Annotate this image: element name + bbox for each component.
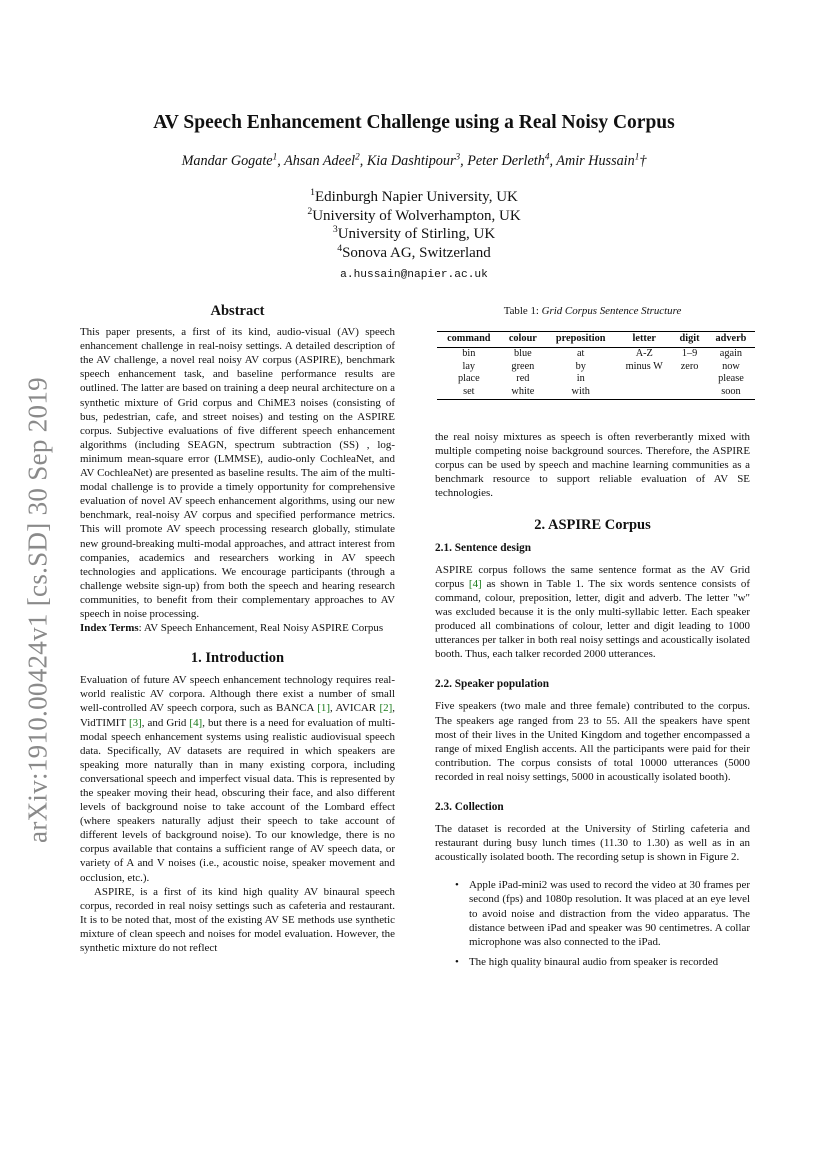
right-column: [435, 430, 750, 969]
table-cell: [672, 386, 707, 399]
table-cell: at: [576, 347, 585, 359]
table-cell: in: [576, 373, 585, 385]
affiliation-mark: 4: [337, 242, 343, 254]
author-list: [0, 153, 828, 170]
contact-email[interactable]: a.hussain@napier.ac.uk: [340, 269, 488, 281]
table-cell: again: [719, 347, 743, 359]
table-cell: red: [516, 373, 530, 385]
affiliations: [0, 188, 828, 285]
subsection-2-3-heading: 2.3. Collection: [435, 800, 504, 813]
table-row: [437, 361, 755, 374]
author-affil-mark: 1: [634, 151, 640, 162]
table-cell: with: [545, 386, 616, 399]
citation-link[interactable]: [3]: [128, 716, 142, 729]
affiliation-mark: 3: [332, 224, 338, 235]
bullet-icon: •: [455, 879, 459, 892]
table-cell: please: [718, 373, 744, 385]
index-terms-label: Index Terms: [80, 622, 139, 635]
grid-corpus-table: [437, 331, 755, 400]
table-cell: lay: [462, 360, 476, 372]
affiliation-text: Sonova AG, Switzerland: [342, 244, 491, 261]
sentence-design-paragraph: [435, 563, 750, 662]
affiliation-text: University of Stirling, UK: [337, 226, 496, 242]
citation-link[interactable]: [1]: [317, 702, 330, 715]
table-header: letter: [616, 332, 672, 348]
author-separator: ,: [277, 153, 285, 169]
abstract-text: This paper presents, a first of its kind, audio-visual (AV) speech enhancement challenge in real-noisy settings. A detailed description of the AV challenge, a novel real noisy AV corpus (ASPIRE), benchmark speech enhancement task, and baseline performance results are outlined. The latter are based on training a deep neural architecture on a synthetic mixture of Grid corpus and ChiME3 noises (consisting of bus, pedestrian, cafe, and street noises) and testing on the ASPIRE corpus. Subjective evaluations of five different speech enhancement algorithms (including SEAGN, spectrum subtraction (SS) , log-minimum mean-square error (LMMSE), audio-only CochleaNet, and AV CochleaNet) are presented as baseline results. The aim of the multi-modal challenge is to provide a timely opportunity for comprehensive evaluation of novel AV speech enhancement algorithms, using our new benchmark, real-noisy AV corpus and specified performance metrics. This will promote AV speech processing research globally, stimulate new ground-breaking multi-modal approaches, and attract interest from companies, academics and researchers working in AV speech technologies and applications. We encourage participants (through a challenge website sign-up) from both the speech and hearing research communities, to benefit from their complementary approaches to AV speech in noise processing.: [80, 326, 395, 620]
text-run: ASPIRE corpus follows the same sentence format as the AV Grid corpus: [435, 563, 750, 590]
table-row: [437, 347, 755, 360]
arxiv-sidebar-stamp: [8, 360, 68, 860]
table-caption-label: Table 1:: [503, 305, 542, 317]
index-terms-text: : AV Speech Enhancement, Real Noisy ASPIRE Corpus: [138, 622, 384, 635]
list-item-text: Apple iPad-mini2 was used to record the video at 30 frames per second (fps) and 1080p resolution. It was placed at an eye level to avoid noise and distraction from the video apparatus. The distance between iPad and speaker was 90 centimetres. A collar microphone was also connected to the iPad.: [469, 879, 750, 948]
author-affil-mark: 2: [355, 151, 360, 162]
table-header: digit: [672, 332, 707, 348]
table-cell: bin: [462, 347, 476, 359]
bullet-icon: •: [455, 955, 459, 968]
table-cell: zero: [680, 360, 699, 372]
author: Amir Hussain: [556, 153, 635, 169]
table-cell: [616, 373, 672, 386]
subsection-2-2-heading: 2.2. Speaker population: [435, 678, 550, 691]
author: Mandar Gogate: [181, 153, 273, 169]
table-cell: [672, 373, 707, 386]
abstract-heading: Abstract: [210, 303, 265, 319]
text-run: , VidTIMIT: [80, 702, 395, 729]
table-header: command: [437, 332, 501, 348]
collection-paragraph: The dataset is recorded at the University of Stirling cafeteria and restaurant during busy lunch times (11.30 to 1.30) as well as in an acoustically isolated booth. The recording setup is shown in Figure 2.: [435, 823, 750, 864]
table-cell: place: [457, 373, 480, 385]
section-2-heading: 2. ASPIRE Corpus: [534, 517, 651, 534]
author-separator: ,: [549, 153, 557, 169]
list-item-text: The high quality binaural audio from speaker is recorded: [469, 955, 719, 968]
affiliation: [0, 207, 828, 226]
list-item: [455, 878, 750, 948]
author-dagger: †: [639, 153, 647, 169]
table-cell: 1–9: [681, 347, 698, 359]
citation-link[interactable]: [2]: [379, 702, 393, 715]
table-row: [437, 386, 755, 399]
table-header: colour: [501, 332, 546, 348]
table-cell: by: [575, 360, 586, 372]
text-run: , and Grid: [141, 716, 190, 729]
affiliation-mark: 1: [310, 187, 315, 198]
affiliation-text: Edinburgh Napier University, UK: [314, 189, 518, 205]
affiliation-mark: 2: [307, 205, 313, 217]
table-cell: green: [511, 360, 535, 372]
table-cell: soon: [707, 386, 755, 399]
table-cell: white: [501, 386, 546, 399]
author-affil-mark: 3: [455, 151, 461, 162]
text-run: as shown in Table 1. The six words sentence consists of command, colour, preposition, letter, digit and adverb. The letter "w" was excluded because it is the only multi-syllabic letter. Each speaker produced all combinations of colour, letter and digit leading to 1000 utterances per talker in both real noisy settings and acoustically isolated booth. Thus, each talker recorded 2000 utterances.: [435, 577, 750, 661]
author-affil-mark: 1: [272, 151, 278, 162]
table-cell: blue: [514, 347, 532, 359]
table-cell: A-Z: [635, 347, 653, 359]
affiliation-text: University of Wolverhampton, UK: [312, 207, 521, 224]
citation-link[interactable]: [4]: [189, 716, 203, 729]
table-caption-text: Grid Corpus Sentence Structure: [541, 305, 682, 317]
text-run: , AVICAR: [329, 702, 380, 715]
continuation-paragraph: the real noisy mixtures as speech is often reverberantly mixed with multiple competing noise background sources. Therefore, the ASPIRE corpus can be used by speech and machine learning communities as a benchmark resource to support reliable evaluation of AV SE technologies.: [435, 431, 750, 500]
author: Peter Derleth: [467, 153, 545, 169]
author-separator: ,: [460, 153, 468, 169]
affiliation: [0, 244, 828, 263]
table-cell: minus W: [625, 360, 663, 372]
subsection-2-1-heading: 2.1. Sentence design: [435, 541, 532, 554]
list-item: [455, 955, 750, 969]
table-row: [437, 373, 755, 386]
table-cell: [616, 386, 672, 399]
intro-paragraph-1: [80, 673, 395, 884]
author: Kia Dashtipour: [366, 153, 456, 169]
speaker-population-paragraph: Five speakers (two male and three female) contributed to the corpus. The speakers age ranged from 23 to 55. All the speakers have spent most of their lives in the United Kingdom and together encompassed a range of mixed English accents. All the participants were paid for their contribution. The corpus consists of total 10000 utterances (5000 recorded in real noisy settings, 5000 in acoustically isolated booth).: [435, 700, 750, 783]
table-header: adverb: [707, 332, 755, 348]
text-run: Evaluation of future AV speech enhancement technology requires real-world realistic AV corpora. Although there exist a number of small well-controlled AV speech corpora, such as BANCA: [80, 674, 395, 715]
index-terms: [80, 621, 395, 635]
table-caption: [435, 305, 750, 317]
text-run: , but there is a need for evaluation of multi-modal speech enhancement systems using realistic audiovisual speech data. Specifically, AV datasets are required in which speakers are speaking more naturally than in many existing corpora, including conversational speech and imperfect visual data. This is represented by the speaker moving their head, obscuring their face, and also different levels of background noise to take account of the Lombard effect (where speakers naturally adjust their speech to take account of different levels of background noise). To our knowledge, there is no corpus available that contains a sufficient range of AV speech data, or variety of A and V noises (i.e., acoustic noise, speaker movement and occlusion, etc.).: [80, 716, 396, 884]
collection-bullet-list: [435, 878, 750, 969]
author-affil-mark: 4: [544, 151, 550, 162]
table-header: preposition: [545, 332, 616, 348]
author: Ahsan Adeel: [284, 153, 356, 169]
intro-paragraph-2: ASPIRE, is a first of its kind high quality AV binaural speech corpus, recorded in real noisy settings such as cafeteria and restaurant. It is to be noted that, most of the existing AV SE methods use synthetic mixture of clean speech and noises for model evaluation. However, the synthetic mixture do not reflect: [80, 885, 395, 955]
table-cell: now: [722, 360, 740, 372]
intro-heading: 1. Introduction: [190, 650, 285, 667]
arxiv-id: arXiv:1910.00424v1 [cs.SD] 30 Sep 2019: [22, 377, 53, 843]
table-header-row: [437, 332, 755, 348]
paper-title: AV Speech Enhancement Challenge using a Real Noisy Corpus: [153, 112, 675, 133]
citation-link[interactable]: [4]: [468, 577, 482, 590]
author-separator: ,: [359, 153, 367, 169]
affiliation: [0, 188, 828, 207]
table-cell: set: [437, 386, 501, 399]
left-column: [80, 304, 395, 955]
affiliation: [0, 225, 828, 244]
